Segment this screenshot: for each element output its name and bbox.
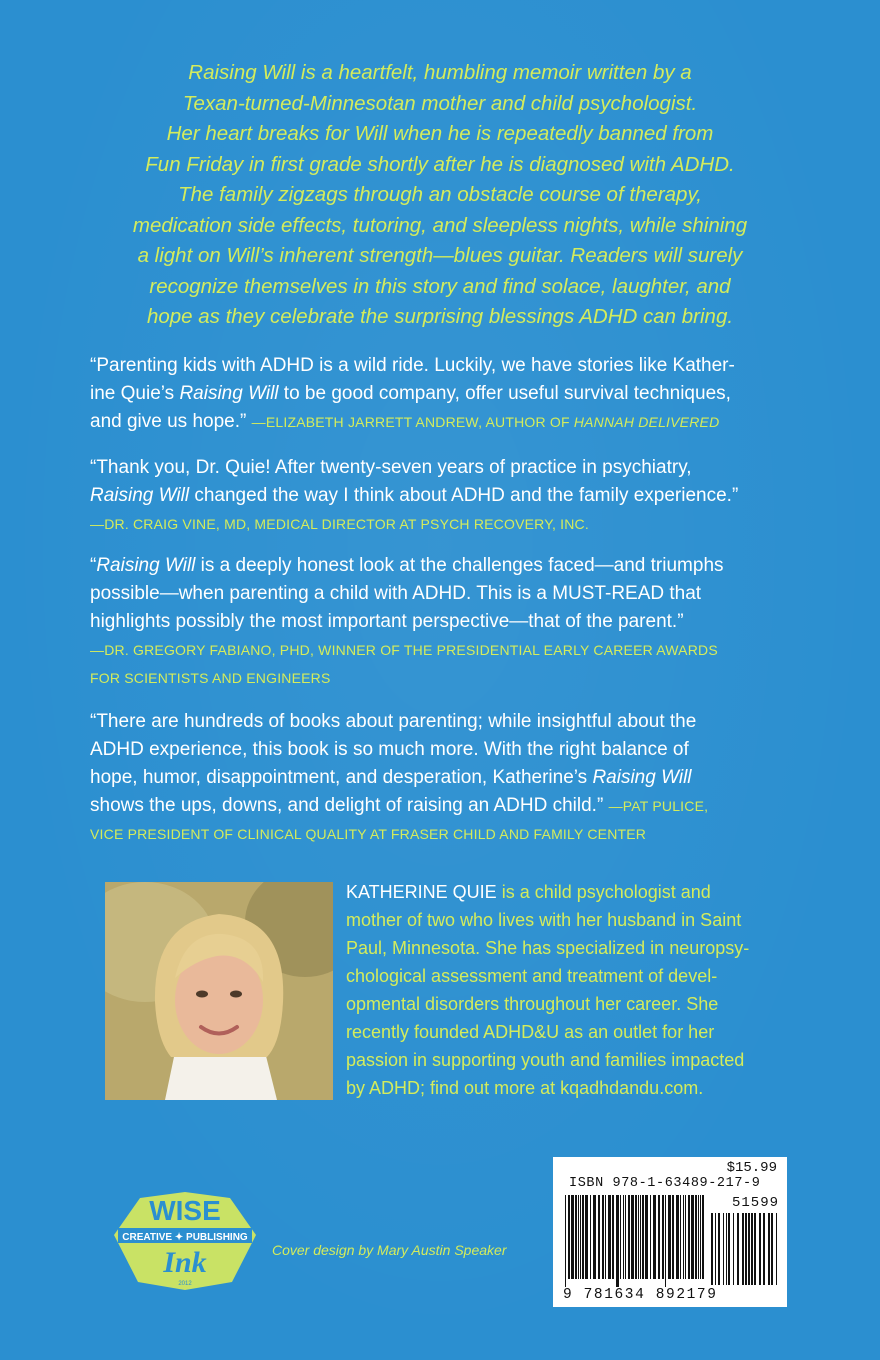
quote-line: “There are hundreds of books about parenting; while insightful about the: [90, 711, 697, 732]
barcode-bar: [582, 1195, 584, 1279]
barcode-bar: [602, 1195, 604, 1279]
barcode-bar: [695, 1195, 697, 1279]
logo-word-creative-publishing: CREATIVE ✦ PUBLISHING: [122, 1232, 248, 1243]
attribution-text: —ELIZABETH JARRETT ANDREW, AUTHOR OF: [251, 414, 574, 430]
blurb-line: a light on Will’s inherent strength—blues guitar. Readers will surely: [137, 244, 743, 267]
author-photo: [105, 882, 333, 1100]
barcode-addon-digits: 51599: [731, 1195, 779, 1211]
barcode-addon-bar: [768, 1213, 770, 1285]
barcode-addon-bar: [737, 1213, 739, 1285]
bio-text: is a child psychologist and: [496, 882, 711, 902]
logo-word-ink: Ink: [163, 1246, 207, 1279]
barcode-bar: [608, 1195, 611, 1279]
barcode-bar: [625, 1195, 626, 1279]
book-title: Raising Will: [90, 485, 190, 506]
barcode-price: $15.99: [726, 1160, 777, 1176]
endorsement-fabiano: [90, 552, 805, 692]
barcode-bar: [575, 1195, 577, 1279]
publisher-logo: [110, 1190, 260, 1292]
quote-line: highlights possibly the most important perspective—that of the parent.”: [90, 611, 684, 632]
quote-attribution: —DR. CRAIG VINE, MD, MEDICAL DIRECTOR AT PSYCH RECOVERY, INC.: [90, 516, 589, 532]
barcode-bar: [700, 1195, 701, 1279]
barcode-bar: [662, 1195, 664, 1279]
barcode-bar: [665, 1195, 666, 1287]
barcode-addon-bar: [726, 1213, 727, 1285]
quote-text: “: [90, 555, 97, 576]
barcode-bar: [638, 1195, 639, 1279]
bio-line: mother of two who lives with her husband in Saint: [346, 910, 742, 930]
barcode-bar: [631, 1195, 634, 1279]
barcode-isbn: ISBN 978-1-63489-217-9: [569, 1176, 761, 1191]
blurb-line: recognize themselves in this story and find solace, laughter, and: [149, 274, 731, 298]
barcode-bar: [683, 1195, 684, 1279]
wise-ink-logo-icon: [110, 1190, 260, 1292]
barcode-addon-bar: [723, 1213, 724, 1285]
blurb-line: Her heart breaks for Will when he is repeatedly banned from: [166, 122, 714, 145]
bio-line: Paul, Minnesota. She has specialized in neuropsy-: [346, 938, 750, 958]
barcode-addon-bar: [711, 1213, 713, 1285]
author-bio: [346, 878, 786, 1102]
endorsement-pulice: [90, 708, 805, 848]
barcode-bar: [658, 1195, 660, 1279]
barcode-bar: [685, 1195, 686, 1279]
quote-line: “Parenting kids with ADHD is a wild ride. Luckily, we have stories like Kather-: [90, 355, 735, 376]
barcode-addon-bar: [742, 1213, 744, 1285]
barcode-bar: [672, 1195, 674, 1279]
barcode-bar: [702, 1195, 704, 1279]
barcode-bar: [571, 1195, 574, 1279]
blurb-line: Fun Friday in first grade shortly after he is diagnosed with ADHD.: [145, 152, 735, 176]
barcode-bar: [676, 1195, 679, 1279]
barcode-addon-bar: [733, 1213, 734, 1285]
quote-line: [90, 552, 805, 580]
endorsement-andrew: [90, 352, 805, 436]
logo-year: 2012: [178, 1281, 192, 1287]
quote-text: ine Quie’s: [90, 383, 180, 404]
quote-attribution: VICE PRESIDENT OF CLINICAL QUALITY AT FRASER CHILD AND FAMILY CENTER: [90, 826, 647, 842]
barcode-bar: [590, 1195, 591, 1279]
barcode-digits: 9 781634 892179: [563, 1287, 718, 1303]
bio-line: opmental disorders throughout her career. She: [346, 994, 719, 1014]
quote-line: [90, 380, 805, 408]
quote-text: to be good company, offer useful survival techniques,: [278, 383, 731, 404]
attribution-book-title: HANNAH DELIVERED: [573, 414, 720, 430]
logo-word-wise: WISE: [149, 1195, 221, 1226]
barcode-bar: [680, 1195, 681, 1279]
quote-line: ADHD experience, this book is so much more. With the right balance of: [90, 739, 689, 760]
barcode-addon-bar: [745, 1213, 747, 1285]
quote-line: [90, 792, 805, 820]
quote-attribution: [252, 414, 720, 430]
blurb-line: medication side effects, tutoring, and sleepless nights, while shining: [132, 213, 748, 237]
barcode-bar: [568, 1195, 570, 1279]
quote-attribution: —PAT PULICE,: [608, 798, 709, 814]
quote-text: changed the way I think about ADHD and the family experience.”: [189, 485, 739, 506]
quote-line: [90, 408, 805, 436]
book-title: Raising Will: [592, 767, 692, 788]
barcode-addon-bar: [763, 1213, 765, 1285]
barcode-addon-bar: [728, 1213, 730, 1285]
bio-line: by ADHD; find out more at kqadhdandu.com.: [346, 1078, 704, 1098]
barcode-addon-bar: [751, 1213, 753, 1285]
book-blurb: [70, 58, 810, 333]
barcode-bar: [640, 1195, 641, 1279]
barcode-bar: [580, 1195, 581, 1279]
barcode-addon-bar: [776, 1213, 777, 1285]
bio-line: chological assessment and treatment of devel-: [346, 966, 718, 986]
barcode-addon-bar: [754, 1213, 756, 1285]
quote-line: [90, 764, 805, 792]
quote-line: [90, 482, 805, 510]
author-portrait-illustration: [105, 882, 333, 1100]
barcode-bar: [691, 1195, 694, 1279]
barcode-bar: [628, 1195, 630, 1279]
author-name: KATHERINE QUIE: [346, 882, 497, 902]
barcode-bar: [605, 1195, 606, 1279]
barcode-bar: [645, 1195, 648, 1279]
barcode-bar: [593, 1195, 596, 1279]
barcode-bar: [565, 1195, 566, 1287]
barcode-addon-bar: [759, 1213, 761, 1285]
blurb-line: hope as they celebrate the surprising blessings ADHD can bring.: [146, 305, 734, 328]
endorsement-vine: [90, 454, 805, 538]
quote-text: is a deeply honest look at the challenges faced—and triumphs: [195, 555, 724, 576]
blurb-line: Raising Will is a heartfelt, humbling memoir written by a: [188, 61, 692, 84]
barcode-bar: [668, 1195, 671, 1279]
book-title: Raising Will: [179, 383, 279, 404]
isbn-barcode: [553, 1157, 787, 1307]
quote-line: “Thank you, Dr. Quie! After twenty-seven years of practice in psychiatry,: [90, 457, 692, 478]
barcode-bar: [653, 1195, 656, 1279]
bio-line: recently founded ADHD&U as an outlet for her: [346, 1022, 715, 1042]
barcode-bar: [598, 1195, 600, 1279]
quote-text: shows the ups, downs, and delight of raising an ADHD child.”: [90, 795, 609, 816]
barcode-bar: [620, 1195, 621, 1279]
barcode-bar: [578, 1195, 579, 1279]
barcode-bar: [698, 1195, 699, 1279]
quote-text: hope, humor, disappointment, and desperation, Katherine’s: [90, 767, 593, 788]
barcode-addon-bar: [718, 1213, 720, 1285]
barcode-bar: [635, 1195, 637, 1279]
quote-attribution: —DR. GREGORY FABIANO, PHD, WINNER OF THE PRESIDENTIAL EARLY CAREER AWARDS: [90, 642, 718, 658]
barcode-bar: [650, 1195, 651, 1279]
quote-attribution: FOR SCIENTISTS AND ENGINEERS: [90, 670, 331, 686]
barcode-bar: [585, 1195, 588, 1279]
quote-text: and give us hope.”: [90, 411, 252, 432]
cover-design-credit: Cover design by Mary Austin Speaker: [272, 1242, 507, 1258]
bio-line: passion in supporting youth and families impacted: [346, 1050, 745, 1070]
barcode-bar: [688, 1195, 690, 1279]
barcode-addon-bar: [771, 1213, 773, 1285]
barcode-bar: [623, 1195, 624, 1279]
barcode-bar: [616, 1195, 619, 1287]
barcode-bar: [612, 1195, 614, 1279]
quote-line: possible—when parenting a child with ADHD. This is a MUST-READ that: [90, 583, 702, 604]
barcode-bar: [642, 1195, 644, 1279]
bio-line: [346, 878, 786, 906]
blurb-line: Texan-turned-Minnesotan mother and child psychologist.: [182, 91, 698, 115]
barcode-addon-bar: [748, 1213, 750, 1285]
book-title: Raising Will: [96, 555, 196, 576]
blurb-line: The family zigzags through an obstacle course of therapy,: [178, 183, 702, 206]
barcode-addon-bar: [715, 1213, 716, 1285]
